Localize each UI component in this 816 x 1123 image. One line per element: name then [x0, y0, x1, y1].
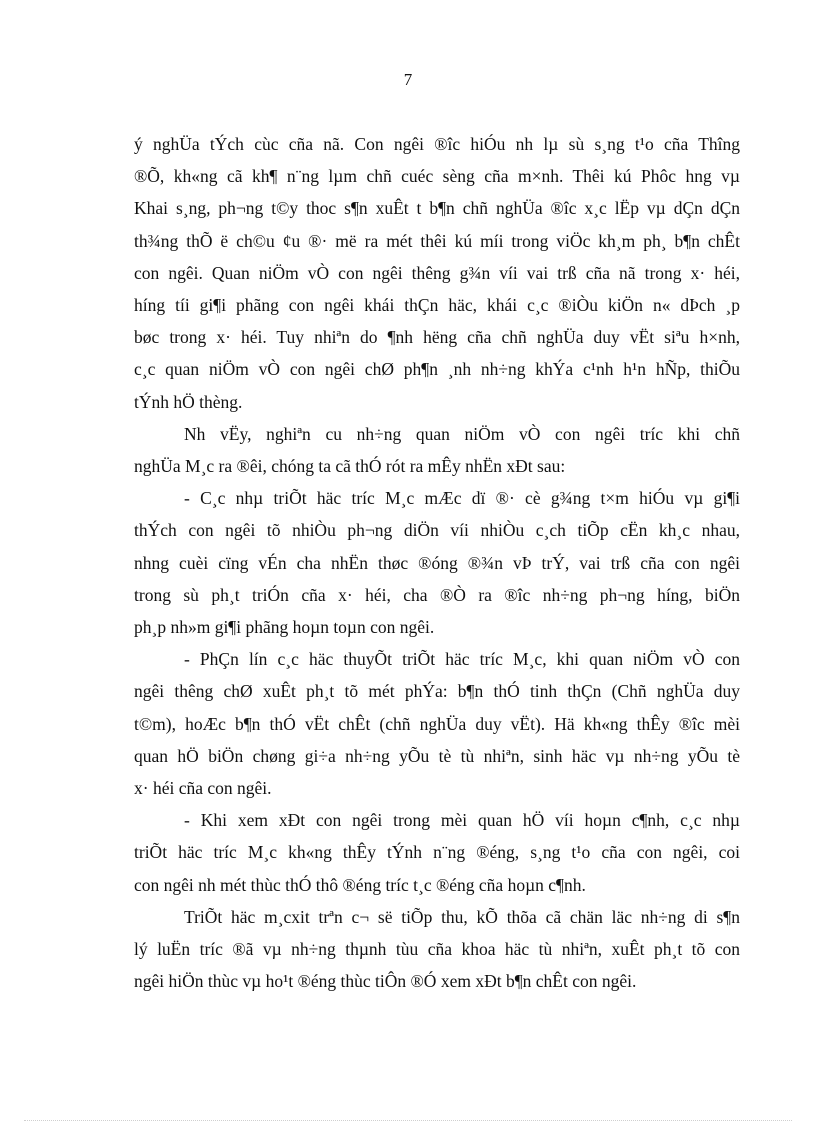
text-line: thÝch con ngêi tõ nhiÒu ph¬ng diÖn víi nhiÒu c¸ch tiÕp cËn kh¸c nhau,: [134, 520, 740, 541]
text-line: tÝnh hÖ thèng.: [134, 391, 243, 412]
text-line: - C¸c nhµ triÕt häc tríc M¸c mÆc dï ®· cè g¾ng t×m hiÓu vµ gi¶i: [184, 488, 740, 509]
text-line: ph¸p nh»m gi¶i phãng hoµn toµn con ngêi.: [134, 617, 435, 638]
page-bottom-rule: [24, 1120, 792, 1121]
body-text: [134, 128, 740, 997]
text-line: Nh vËy, nghiªn cu nh÷ng quan niÖm vÒ con ngêi tríc khi chñ: [184, 423, 740, 444]
text-line: nhng cuèi cïng vÉn cha nhËn thøc ®óng ®¾n vÞ trÝ, vai trß cña con ngêi: [134, 552, 740, 573]
text-line: quan hÖ biÖn chøng gi÷a nh÷ng yÕu tè tù nhiªn, sinh häc vµ nh÷ng yÕu tè: [134, 745, 740, 766]
text-line: t©m), hoÆc b¶n thÓ vËt chÊt (chñ nghÜa duy vËt). Hä kh«ng thÊy ®îc mèi: [134, 713, 740, 734]
text-line: - PhÇn lín c¸c häc thuyÕt triÕt häc tríc M¸c, khi quan niÖm vÒ con: [184, 649, 740, 670]
page-number: 7: [403, 70, 413, 89]
text-line: triÕt häc tríc M¸c kh«ng thÊy tÝnh n¨ng ®éng, s¸ng t¹o cña con ngêi, coi: [134, 842, 740, 863]
text-line: con ngêi nh mét thùc thÓ thô ®éng tríc t¸c ®éng cña hoµn c¶nh.: [134, 874, 586, 895]
text-line: th¾ng thÕ ë ch©u ¢u ®· më ra mét thêi kú míi trong viÖc kh¸m ph¸ b¶n chÊt: [134, 230, 740, 251]
text-line: con ngêi. Quan niÖm vÒ con ngêi thêng g¾n víi vai trß cña nã trong x· héi,: [134, 262, 740, 283]
text-line: - Khi xem xÐt con ngêi trong mèi quan hÖ víi hoµn c¶nh, c¸c nhµ: [184, 810, 740, 831]
text-line: Khai s¸ng, ph¬ng t©y thoc s¶n xuÊt t b¶n chñ nghÜa ®îc x¸c lËp vµ dÇn dÇn: [134, 198, 740, 219]
paragraph: [134, 643, 740, 804]
paragraph: [134, 901, 740, 998]
text-line: ®Õ, kh«ng cã kh¶ n¨ng lµm chñ cuéc sèng cña m×nh. Thêi kú Phôc hng vµ: [134, 166, 740, 187]
text-line: TriÕt häc m¸cxit trªn c¬ së tiÕp thu, kÕ thõa cã chän läc nh÷ng di s¶n: [184, 906, 740, 927]
text-line: ngêi hiÖn thùc vµ ho¹t ®éng thùc tiÔn ®Ó xem xÐt b¶n chÊt con ngêi.: [134, 971, 637, 992]
paragraph: [134, 128, 740, 418]
text-line: ngêi thêng chØ xuÊt ph¸t tõ mét phÝa: b¶n thÓ tinh thÇn (Chñ nghÜa duy: [134, 681, 740, 702]
text-line: híng tíi gi¶i phãng con ngêi khái thÇn häc, khái c¸c ®iÒu kiÖn n« dÞch ¸p: [134, 295, 740, 316]
text-line: nghÜa M¸c ra ®êi, chóng ta cã thÓ rót ra mÊy nhËn xÐt sau:: [134, 456, 566, 477]
paragraph: [134, 804, 740, 901]
text-line: c¸c quan niÖm vÒ con ngêi chØ ph¶n ¸nh nh÷ng khÝa c¹nh h¹n hÑp, thiÕu: [134, 359, 740, 380]
text-line: lý luËn tríc ®ã vµ nh÷ng thµnh tùu cña khoa häc tù nhiªn, xuÊt ph¸t tõ con: [134, 939, 740, 960]
text-line: ý nghÜa tÝch cùc cña nã. Con ngêi ®îc hiÓu nh lµ sù s¸ng t¹o cña Thîng: [134, 134, 740, 154]
paragraph: [134, 482, 740, 643]
text-line: trong sù ph¸t triÓn cña x· héi, cha ®Ò ra ®îc nh÷ng ph¬ng híng, biÖn: [134, 584, 740, 605]
text-line: bøc trong x· héi. Tuy nhiªn do ¶nh hëng cña chñ nghÜa duy vËt siªu h×nh,: [134, 327, 740, 348]
paragraph: [134, 418, 740, 482]
text-line: x· héi cña con ngêi.: [134, 778, 272, 799]
